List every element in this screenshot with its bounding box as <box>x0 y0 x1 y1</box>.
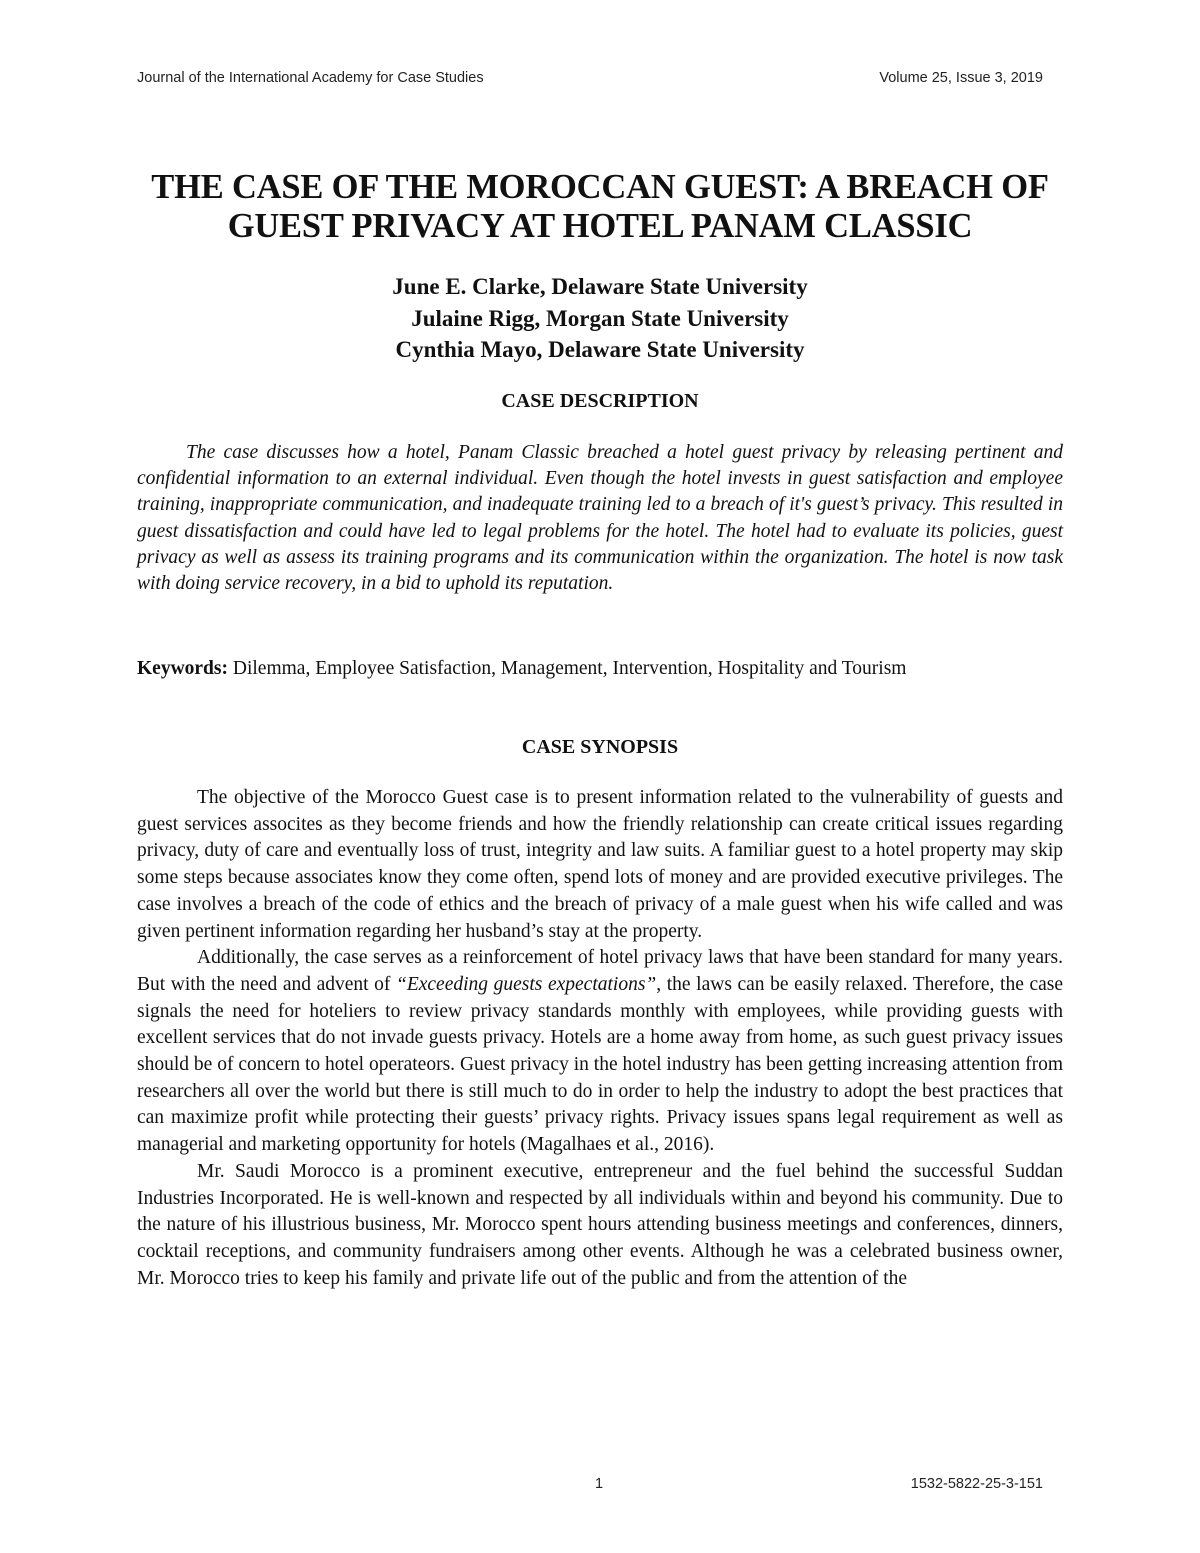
author-3: Cynthia Mayo, Delaware State University <box>395 337 805 362</box>
synopsis-paragraph-2 <box>137 945 1063 1159</box>
document-id: 1532-5822-25-3-151 <box>910 1476 1043 1492</box>
p2-text-after: , the laws can be easily relaxed. Therefore, the case signals the need for hoteliers to review privacy standards monthly with employees, while providing guests with excellent services that do not invade guests privacy. Hotels are a home away from home, as such guest privacy issues should be of concern to hotel operateors. Guest privacy in the hotel industry has been getting increasing attention from researchers all over the world but there is still much to do in order to help the industry to adopt the best practices that can maximize profit while protecting their guests’ privacy rights. Privacy issues spans legal requirement as well as managerial and marketing opportunity for hotels (Magalhaes et al., 2016). <box>137 973 1063 1156</box>
synopsis-paragraph-1: The objective of the Morocco Guest case is to present information related to the vulnerability of guests and guest services assocites as they become friends and how the friendly relationship can create critical issues regarding privacy, duty of care and eventually loss of trust, integrity and law suits. A familiar guest to a hotel property may skip some steps because associates know they come often, spend lots of money and are provided executive privileges. The case involves a breach of the code of ethics and the breach of privacy of a male guest when his wife called and was given pertinent information regarding her husband’s stay at the property. <box>137 787 1063 942</box>
keywords-label: Keywords: <box>137 658 228 679</box>
volume-issue: Volume 25, Issue 3, 2019 <box>879 70 1043 86</box>
author-list <box>137 271 1063 366</box>
author-1: June E. Clarke, Delaware State University <box>392 274 808 299</box>
synopsis-paragraph-3: Mr. Saudi Morocco is a prominent executive, entrepreneur and the fuel behind the successful Suddan Industries Incorporated. He is well-known and respected by all individuals within and beyond his community. Due to the nature of his illustrious business, Mr. Morocco spent hours attending business meetings and conferences, dinners, cocktail receptions, and community fundraisers among other events. Although he was a celebrated business owner, Mr. Morocco tries to keep his family and private life out of the public and from the attention of the <box>137 1160 1063 1289</box>
case-description-text: The case discusses how a hotel, Panam Classic breached a hotel guest privacy by releasing pertinent and confidential information to an external individual. Even though the hotel invests in guest satisfaction and employee training, inappropriate communication, and inadequate training led to a breach of it's guest’s privacy. This resulted in guest dissatisfaction and could have led to legal problems for the hotel. The hotel had to evaluate its policies, guest privacy as well as assess its training programs and its communication within the organization. The hotel is now task with doing service recovery, in a bid to uphold its reputation. <box>137 442 1063 595</box>
p2-emphasis: “Exceeding guests expectations” <box>395 973 657 995</box>
journal-name: Journal of the International Academy for Case Studies <box>137 70 484 86</box>
keywords <box>137 656 997 682</box>
case-description-heading: CASE DESCRIPTION <box>501 390 699 412</box>
case-synopsis-body <box>137 785 1063 1292</box>
author-2: Julaine Rigg, Morgan State University <box>411 305 789 331</box>
page-footer <box>137 1476 1043 1496</box>
page-number: 1 <box>595 1476 604 1492</box>
paper-title: THE CASE OF THE MOROCCAN GUEST: A BREACH OF GUEST PRIVACY AT HOTEL PANAM CLASSIC <box>151 168 1049 245</box>
keywords-list: Dilemma, Employee Satisfaction, Management, Intervention, Hospitality and Tourism <box>228 658 907 679</box>
case-synopsis-heading: CASE SYNOPSIS <box>521 736 679 758</box>
running-header <box>137 70 1043 86</box>
p2-text-before: Additionally, the case serves as a reinforcement of hotel privacy laws that have been standard for many years. But with the need and advent of <box>137 947 1063 995</box>
